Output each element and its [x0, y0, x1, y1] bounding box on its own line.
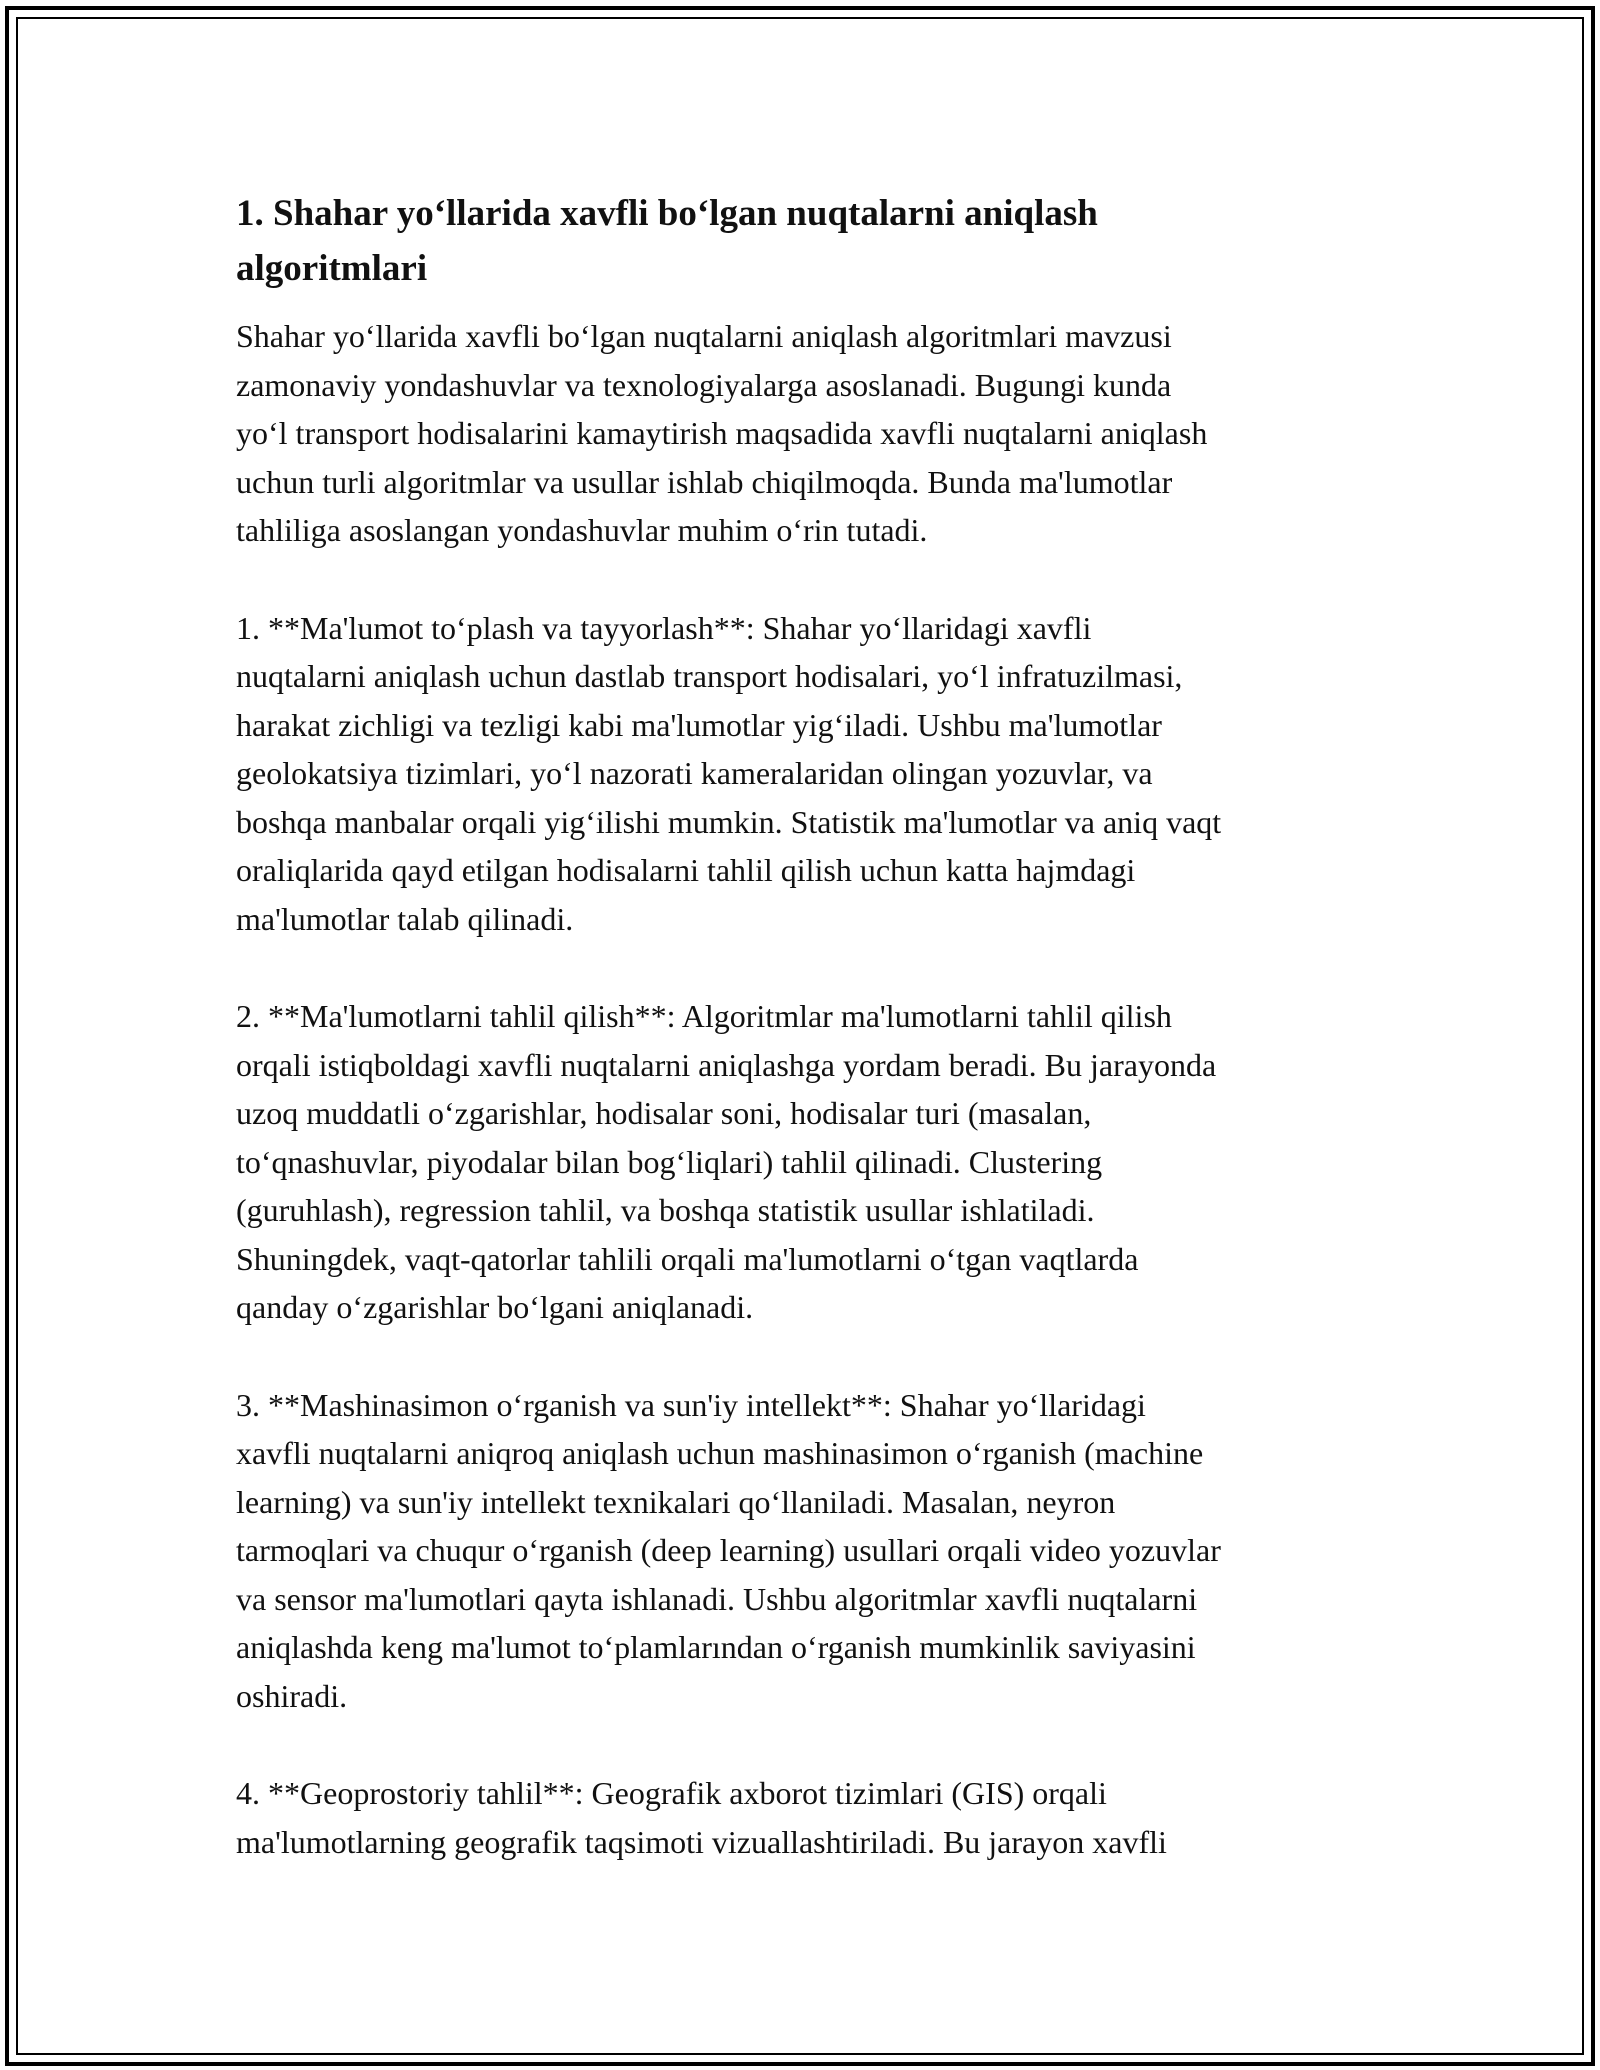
- document-body: [236, 186, 1386, 1915]
- list-item-machine-learning: 3. **Mashinasimon o‘rganish va sun'iy intellekt**: Shahar yo‘llaridagi xavfli nuqtalarni aniqroq aniqlash uchun mashinasimon o‘rganish (machine learning) va sun'iy intellekt texnikalari qo‘llaniladi. Masalan, neyron tarmoqlari va chuqur o‘rganish (deep learning) usullari orqali video yozuvlar va sensor ma'lumotlari qayta ishlanadi. Ushbu algoritmlar xavfli nuqtalarni aniqlashda keng ma'lumot to‘plamlarından o‘rganish mumkinlik saviyasini oshiradi.: [236, 1386, 1221, 1714]
- section-heading: 1. Shahar yo‘llarida xavfli bo‘lgan nuqtalarni aniqlash algoritmlari: [236, 193, 1098, 289]
- intro-paragraph: Shahar yo‘llarida xavfli bo‘lgan nuqtalarni aniqlash algoritmlari mavzusi zamonaviy yondashuvlar va texnologiyalarga asoslanadi. Bugungi kunda yo‘l transport hodisalarini kamaytirish maqsadida xavfli nuqtalarni aniqlash uchun turli algoritmlar va usullar ishlab chiqilmoqda. Bunda ma'lumotlar tahliliga asoslangan yondashuvlar muhim o‘rin tutadi.: [236, 318, 1208, 548]
- list-item-data-collection: 1. **Ma'lumot to‘plash va tayyorlash**: Shahar yo‘llaridagi xavfli nuqtalarni aniqlash uchun dastlab transport hodisalari, yo‘l infratuzilmasi, harakat zichligi va tezligi kabi ma'lumotlar yig‘iladi. Ushbu ma'lumotlar geolokatsiya tizimlari, yo‘l nazorati kameralaridan olingan yozuvlar, va boshqa manbalar orqali yig‘ilishi mumkin. Statistik ma'lumotlar va aniq vaqt oraliqlarida qayd etilgan hodisalarni tahlil qilish uchun katta hajmdagi ma'lumotlar talab qilinadi.: [236, 609, 1222, 937]
- list-item-geospatial-analysis: 4. **Geoprostoriy tahlil**: Geografik axborot tizimlari (GIS) orqali ma'lumotlarning geografik taqsimoti vizuallashtiriladi. Bu jarayon xavfli: [236, 1775, 1167, 1860]
- list-item-data-analysis: 2. **Ma'lumotlarni tahlil qilish**: Algoritmlar ma'lumotlarni tahlil qilish orqali istiqboldagi xavfli nuqtalarni aniqlashga yordam beradi. Bu jarayonda uzoq muddatli o‘zgarishlar, hodisalar soni, hodisalar turi (masalan, to‘qnashuvlar, piyodalar bilan bog‘liqlari) tahlil qilinadi. Clustering (guruhlash), regression tahlil, va boshqa statistik usullar ishlatiladi. Shuningdek, vaqt-qatorlar tahlili orqali ma'lumotlarni o‘tgan vaqtlarda qanday o‘zgarishlar bo‘lgani aniqlanadi.: [236, 998, 1217, 1325]
